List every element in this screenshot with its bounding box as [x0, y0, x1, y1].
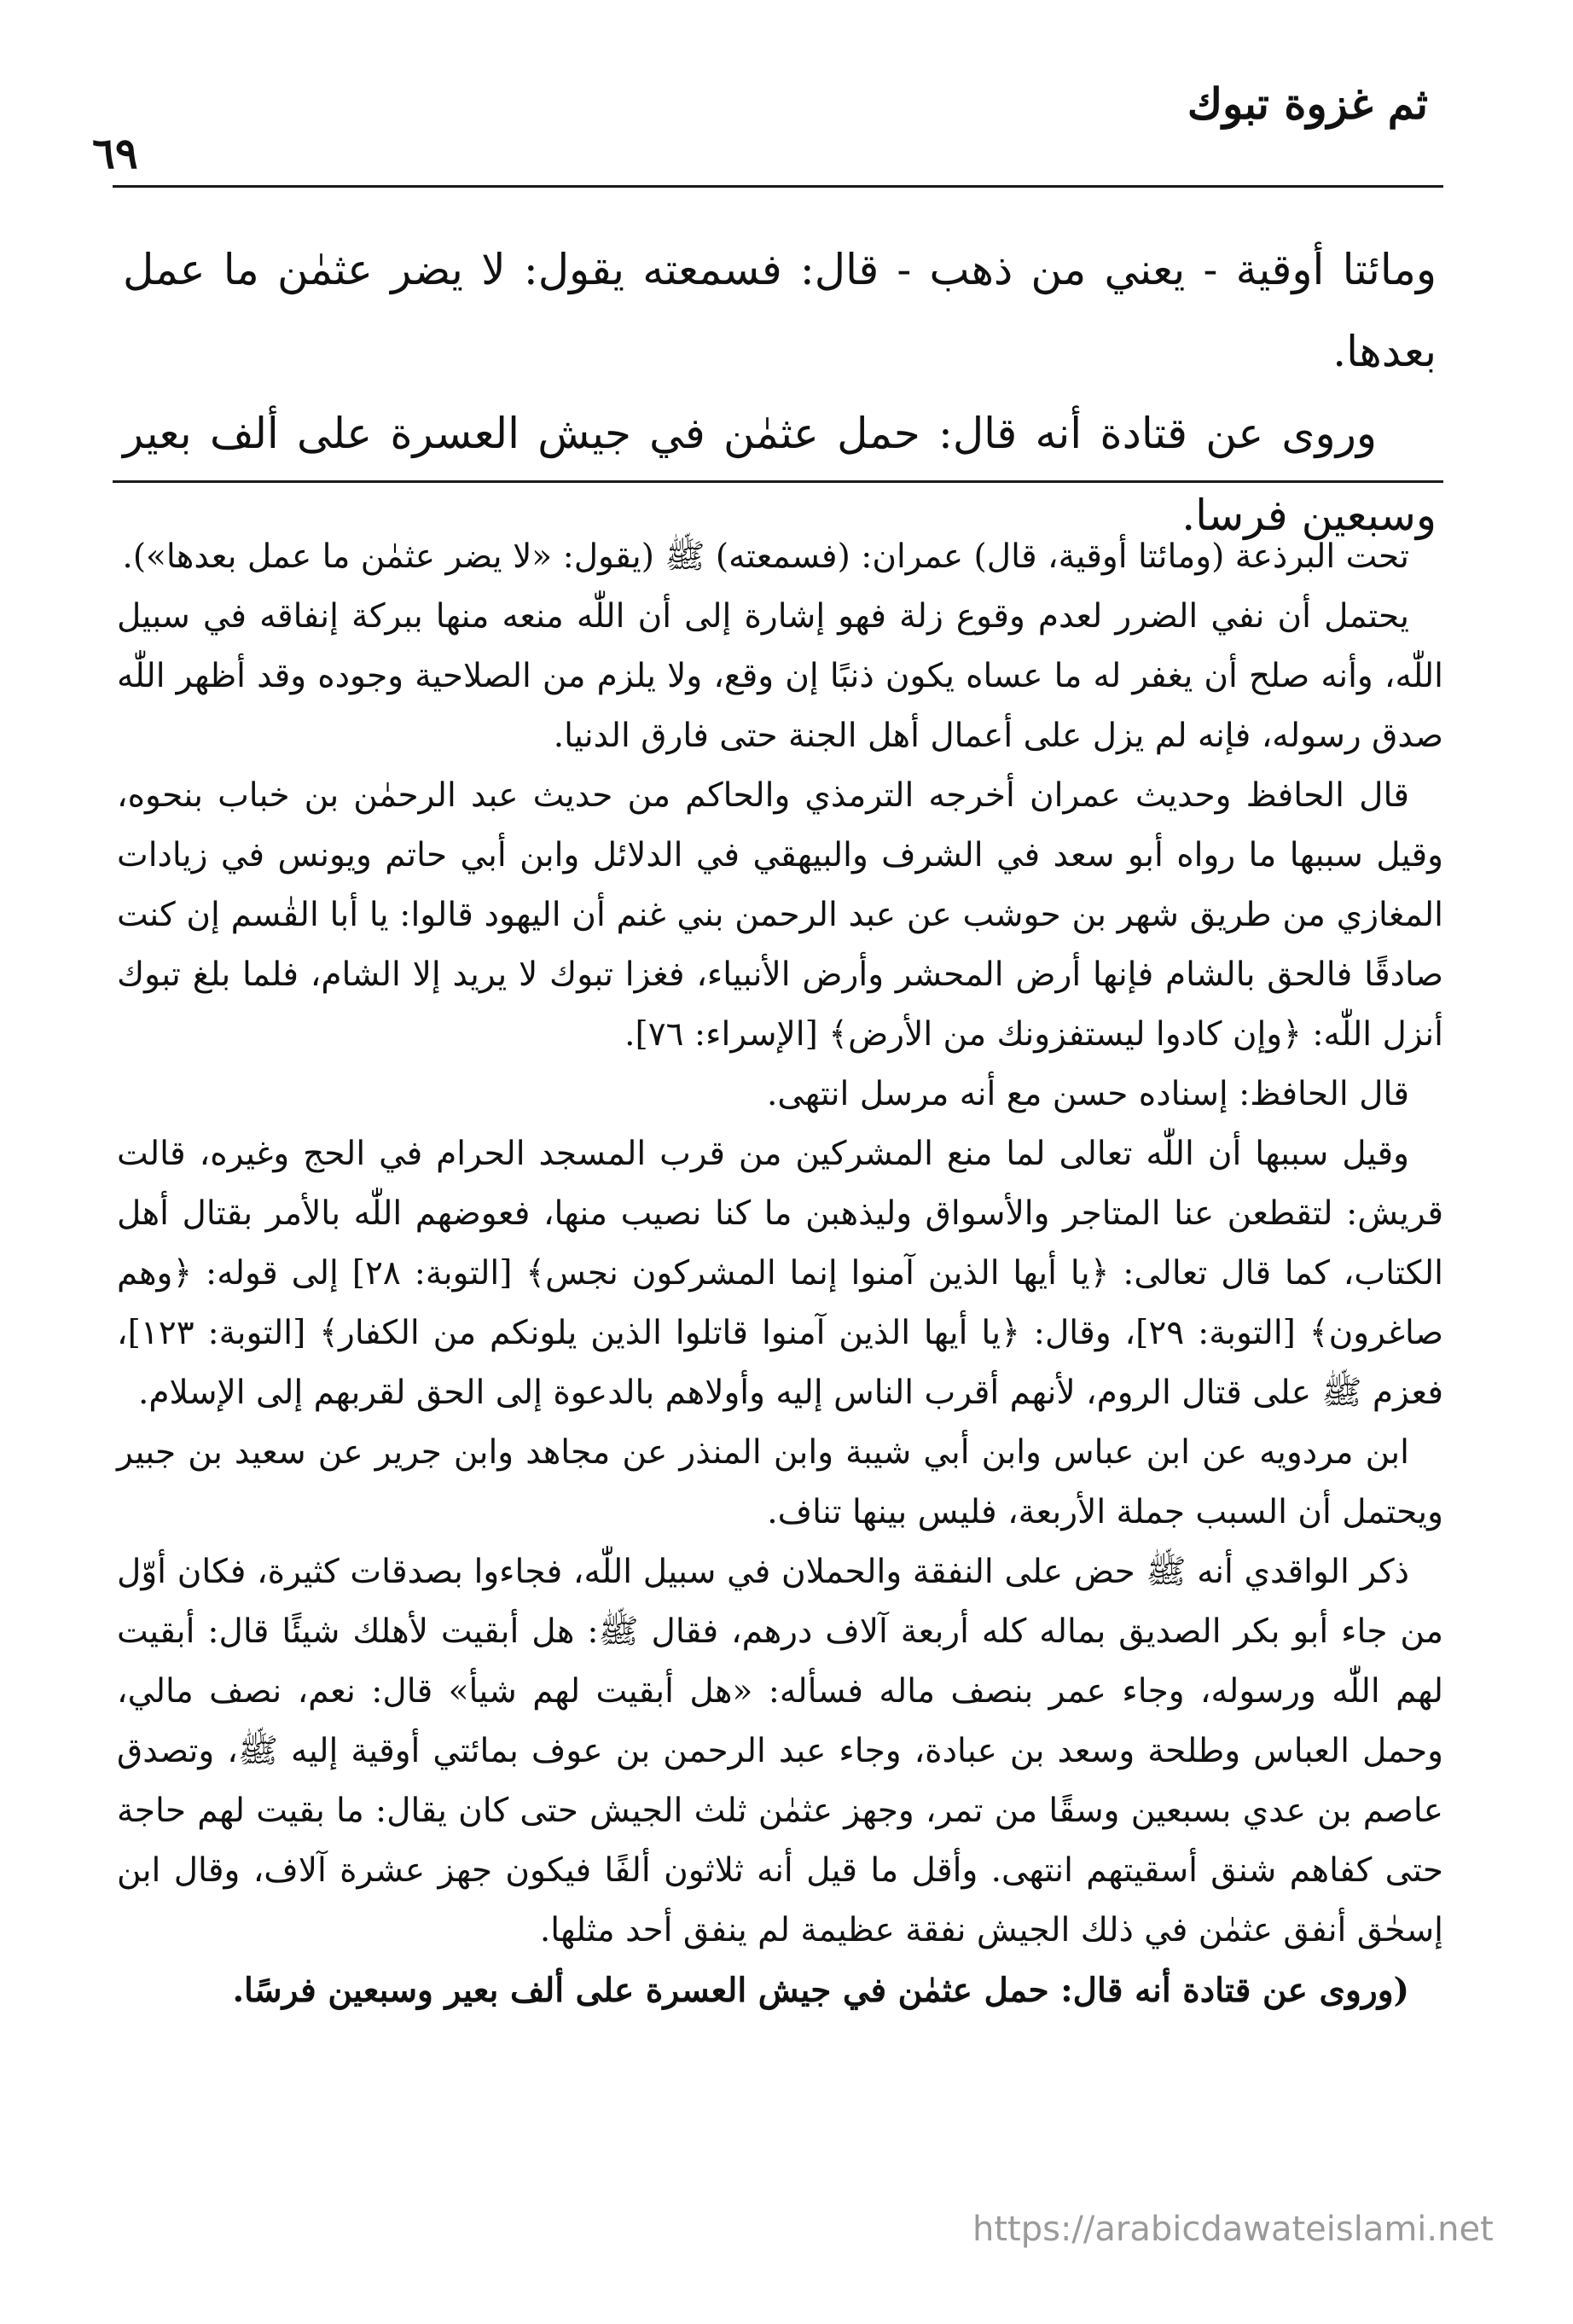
- commentary-paragraph: ذكر الواقدي أنه ﷺ حض على النفقة والحملان في سبيل اللّٰه، فجاءوا بصدقات كثيرة، فكان أوّل من جاء أبو بكر الصديق بماله كله أربعة آلاف درهم، فقال ﷺ: هل أبقيت لأهلك شيئًا قال: أبقيت لهم اللّٰه ورسوله، وجاء عمر بنصف ماله فسأله: «هل أبقيت لهم شيأ» قال: نعم، نصف مالي، وحمل العباس وطلحة وسعد بن عبادة، وجاء عبد الرحمن بن عوف بمائتي أوقية إليه ﷺ، وتصدق عاصم بن عدي بسبعين وسقًا من تمر، وجهز عثمٰن ثلث الجيش حتى كان يقال: ما بقيت لهم حاجة حتى كفاهم شنق أسقيتهم انتهى. وأقل ما قيل أنه ثلاثون ألفًا فيكون جهز عشرة آلاف، وقال ابن إسحٰق أنفق عثمٰن في ذلك الجيش نفقة عظيمة لم ينفق أحد مثلها.: [117, 1553, 1443, 1949]
- main-paragraph: وروى عن قتادة أنه قال: حمل عثمٰن في جيش العسرة على ألف بعير وسبعين فرسا.: [123, 409, 1437, 540]
- running-title: ثم غزوة تبوك: [1187, 78, 1428, 129]
- commentary-paragraph: قال الحافظ وحديث عمران أخرجه الترمذي والحاكم من حديث عبد الرحمٰن بن خباب بنحوه، وقيل سببها ما رواه أبو سعد في الشرف والبيهقي في الدلائل وابن أبي حاتم ويونس في زيادات المغازي من طريق شهر بن حوشب عن عبد الرحمن بني غنم أن اليهود قالوا: يا أبا القٰسم إن كنت صادقًا فالحق بالشام فإنها أرض المحشر وأرض الأنبياء، فغزا تبوك لا يريد إلا الشام، فلما بلغ تبوك أنزل اللّٰه: ﴿وإن كادوا ليستفزونك من الأرض﴾ [الإسراء: ٧٦].: [117, 776, 1443, 1054]
- commentary-paragraph: تحت البرذعة (ومائتا أوقية، قال) عمران: (فسمعته) ﷺ (يقول: «لا يضر عثمٰن ما عمل بعدها»).: [122, 537, 1409, 576]
- watermark: https://arabicdawateislami.net: [972, 2210, 1494, 2249]
- header-rule: [113, 185, 1443, 188]
- commentary-paragraph: قال الحافظ: إسناده حسن مع أنه مرسل انتهى.: [767, 1075, 1409, 1113]
- main-paragraph: ومائتا أوقية - يعني من ذهب - قال: فسمعته يقول: لا يضر عثمٰن ما عمل بعدها.: [123, 245, 1437, 376]
- commentary-paragraph: (وروى عن قتادة أنه قال: حمل عثمٰن في جيش العسرة على ألف بعير وسبعين فرسًا.: [232, 1971, 1409, 2010]
- main-text: [123, 229, 1437, 556]
- divider-rule: [113, 480, 1443, 483]
- commentary-paragraph: يحتمل أن نفي الضرر لعدم وقوع زلة فهو إشارة إلى أن اللّٰه منعه منها ببركة إنفاقه في سبيل اللّٰه، وأنه صلح أن يغفر له ما عساه يكون ذنبًا إن وقع، ولا يلزم من الصلاحية وجوده وقد أظهر اللّٰه صدق رسوله، فإنه لم يزل على أعمال أهل الجنة حتى فارق الدنيا.: [117, 597, 1443, 755]
- commentary-paragraph: وقيل سببها أن اللّٰه تعالى لما منع المشركين من قرب المسجد الحرام في الحج وغيره، قالت قريش: لتقطعن عنا المتاجر والأسواق وليذهبن ما كنا نصيب منها، فعوضهم اللّٰه بالأمر بقتال أهل الكتاب، كما قال تعالى: ﴿يا أيها الذين آمنوا إنما المشركون نجس﴾ [التوبة: ٢٨] إلى قوله: ﴿وهم صاغرون﴾ [التوبة: ٢٩]، وقال: ﴿يا أيها الذين آمنوا قاتلوا الذين يلونكم من الكفار﴾ [التوبة: ١٢٣]، فعزم ﷺ على قتال الروم، لأنهم أقرب الناس إليه وأولاهم بالدعوة إلى الحق لقربهم إلى الإسلام.: [117, 1135, 1443, 1412]
- page-number: ٦٩: [92, 128, 138, 178]
- commentary-text: [117, 527, 1443, 2020]
- commentary-paragraph: ابن مردويه عن ابن عباس وابن أبي شيبة وابن المنذر عن مجاهد وابن جرير عن سعيد بن جبير ويحتمل أن السبب جملة الأربعة، فليس بينها تناف.: [117, 1433, 1443, 1531]
